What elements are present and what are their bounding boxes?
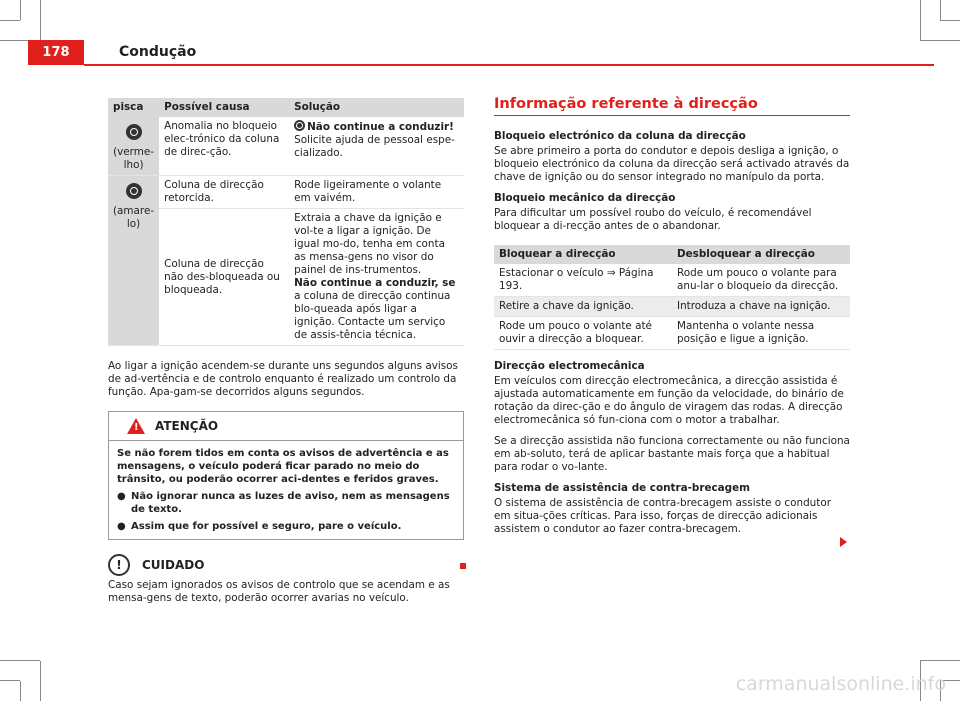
page-header: [28, 40, 933, 65]
steering-lock-table: [494, 245, 850, 350]
table-row: [494, 264, 850, 297]
right-column: [494, 98, 850, 544]
table-row: [108, 176, 464, 209]
col-header-unlock: Desbloquear a direcção: [672, 245, 850, 264]
subheading: Direcção electromecânica: [494, 360, 645, 372]
table-cell: Rode um pouco o volante para anu-lar o bloqueio da direcção.: [672, 264, 850, 297]
pisca-cell: [108, 117, 159, 176]
list-item: ● Não ignorar nunca as luzes de aviso, nem as mensagens de texto.: [117, 490, 455, 516]
cause-cell: Anomalia no bloqueio elec-trónico da coluna de direc-ção.: [159, 117, 289, 176]
pisca-color: (amare-lo): [113, 205, 155, 230]
col-header-lock: Bloquear a direcção: [494, 245, 672, 264]
section-title: Condução: [119, 44, 197, 60]
warning-header: [109, 412, 463, 441]
list-item: ● Assim que for possível e seguro, pare o veículo.: [117, 521, 402, 532]
crop-mark: [0, 660, 40, 661]
left-paragraph: Ao ligar a ignição acendem-se durante uns segundos alguns avisos de ad-vertência e de controlo enquanto é realizado um controlo da função. Apa-gam-se decorridos alguns segundos.: [108, 360, 458, 398]
col-header-pisca: pisca: [108, 98, 159, 117]
paragraph: Em veículos com direcção electromecânica, a direcção assistida é ajustada automaticamente em função da velocidade, do binário de rotação da direc-ção e do ângulo de viragem das rodas. A direcção electromecânica só fun-ciona com o motor a trabalhar.: [494, 375, 844, 426]
crop-mark: [0, 680, 20, 681]
cause-cell: Coluna de direcção retorcida.: [159, 176, 289, 209]
cause-cell: Coluna de direcção não des-bloqueada ou bloqueada.: [159, 209, 289, 346]
crop-mark: [920, 0, 921, 40]
paragraph: Se a direcção assistida não funciona correctamente ou não funciona em ab-soluto, terá de aplicar bastante mais força que a habitual para rodar o vo-lante.: [494, 435, 850, 473]
crop-mark: [40, 0, 41, 40]
pisca-color: (verme-lho): [113, 146, 155, 171]
crop-mark: [940, 0, 941, 20]
table-row: [108, 209, 464, 346]
crop-mark: [0, 20, 20, 21]
warning-lamp-table: [108, 98, 464, 346]
solution-bold: Não continue a conduzir!: [307, 121, 454, 133]
steering-lamp-icon: [126, 183, 142, 199]
table-cell: Rode um pouco o volante até ouvir a direcção a bloquear.: [494, 317, 672, 350]
warning-box: [108, 411, 464, 540]
continue-arrow-icon: [840, 537, 847, 547]
solution-cell: Rode ligeiramente o volante em vaivém.: [289, 176, 464, 209]
col-header-cause: Possível causa: [159, 98, 289, 117]
crop-mark: [40, 661, 41, 701]
steering-lamp-icon: [126, 124, 142, 140]
caution-icon: !: [108, 554, 130, 576]
steering-lamp-icon: [294, 120, 305, 131]
crop-mark: [940, 20, 960, 21]
header-rule: [84, 64, 934, 66]
subheading: Sistema de assistência de contra-brecagem: [494, 482, 750, 494]
table-cell: Retire a chave da ignição.: [494, 297, 672, 317]
paragraph: Para dificultar um possível roubo do veículo, é recomendável bloquear a di-recção antes de o abandonar.: [494, 207, 812, 232]
warning-body: [109, 441, 463, 539]
subheading: Bloqueio mecânico da direcção: [494, 192, 676, 204]
solution-text: Solicite ajuda de pessoal espe-cializado.: [294, 134, 455, 159]
table-row: [494, 317, 850, 350]
table-cell: Estacionar o veículo ⇒ Página 193.: [494, 264, 672, 297]
bullet-text: Não ignorar nunca as luzes de aviso, nem as mensagens de texto.: [131, 491, 450, 515]
subheading: Bloqueio electrónico da coluna da direcção: [494, 130, 746, 142]
crop-mark: [20, 0, 21, 20]
table-row: [494, 297, 850, 317]
table-cell: Mantenha o volante nessa posição e ligue a ignição.: [672, 317, 850, 350]
solution-text: Extraia a chave da ignição e vol-te a ligar a ignição. De igual mo-do, tenha em conta as mensa-gens no visor do painel de ins-trumentos.: [294, 212, 445, 276]
watermark: carmanualsonline.info: [735, 673, 946, 695]
table-cell: Introduza a chave na ignição.: [672, 297, 850, 317]
solution-cell: [289, 209, 464, 346]
pisca-cell: [108, 176, 159, 346]
crop-mark: [920, 660, 960, 661]
solution-bold: Não continue a conduzir, se: [294, 277, 456, 289]
table-row: [108, 117, 464, 176]
right-heading: Informação referente à direcção: [494, 98, 850, 116]
bullet-text: Assim que for possível e seguro, pare o veículo.: [131, 521, 402, 532]
col-header-solution: Solução: [289, 98, 464, 117]
caution-text: Caso sejam ignorados os avisos de controlo que se acendam e as mensa-gens de texto, poderão ocorrer avarias no veículo.: [108, 579, 450, 604]
caution-title: CUIDADO: [142, 557, 205, 572]
warning-triangle-icon: !: [127, 418, 145, 434]
solution-text: a coluna de direcção continua blo-queada após ligar a ignição. Contacte um serviço de assis-tência técnica.: [294, 290, 451, 341]
paragraph: O sistema de assistência de contra-brecagem assiste o condutor em situa-ções críticas. Para isso, forças de direcção adicionais assistem o condutor ao fazer contra-brecagem.: [494, 497, 831, 535]
warning-text: Se não forem tidos em conta os avisos de advertência e as mensagens, o veículo poderá ficar parado no meio do trânsito, ou poderão ocorrer aci-dentes e feridos graves.: [117, 448, 449, 485]
left-column: [108, 98, 464, 613]
caution-header: [108, 554, 464, 576]
end-marker-icon: [460, 563, 466, 569]
page-number: 178: [28, 40, 84, 65]
solution-cell: [289, 117, 464, 176]
warning-title: ATENÇÃO: [155, 418, 219, 433]
paragraph: Se abre primeiro a porta do condutor e depois desliga a ignição, o bloqueio electrónico da coluna da direcção será activado através da chave de ignição ou do sensor integrado no manípulo da porta.: [494, 145, 850, 183]
crop-mark: [20, 681, 21, 701]
